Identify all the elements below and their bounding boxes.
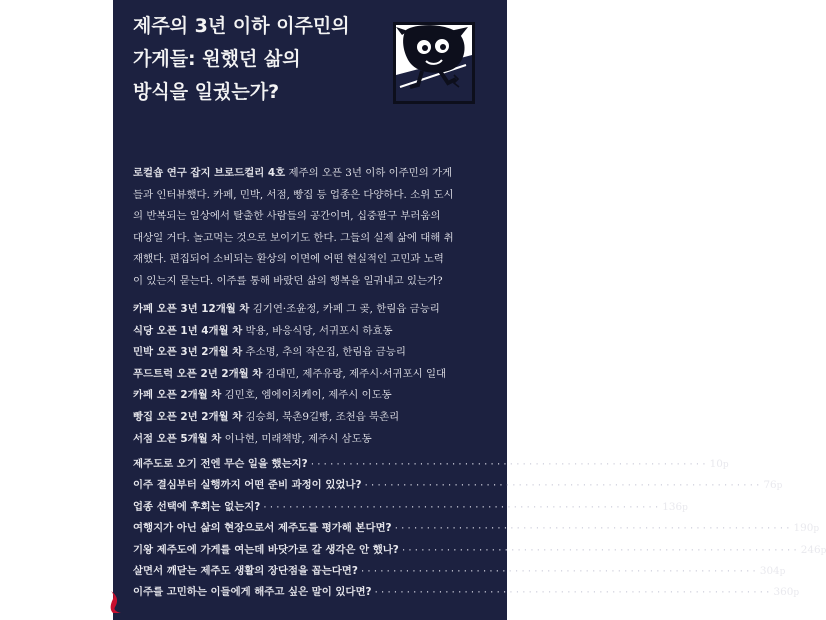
interviewee-names: 박용, 바응식당, 서귀포시 하효동 bbox=[242, 324, 393, 337]
toc-question: 제주도로 오기 전엔 무슨 일을 했는지? bbox=[133, 458, 308, 470]
toc-page-unit: p bbox=[793, 588, 800, 599]
ribbon-icon bbox=[109, 591, 123, 613]
interviewee-row bbox=[133, 321, 495, 343]
cover-title bbox=[133, 10, 433, 109]
toc-leader-dots: ······························································ bbox=[363, 481, 762, 492]
toc-page bbox=[773, 586, 799, 598]
toc-page-number: 76 bbox=[763, 479, 777, 492]
interviewee-row bbox=[133, 342, 495, 364]
book-cover bbox=[113, 0, 826, 620]
interviewee-role: 식당 오픈 1년 4개월 차 bbox=[133, 324, 243, 337]
interviewee-row bbox=[133, 299, 495, 321]
toc-leader-dots: ······························································ bbox=[373, 588, 772, 599]
interviewee-names: 김민호, 엠에이치케이, 제주시 이도동 bbox=[221, 389, 392, 402]
interviewee-role: 카페 오픈 3년 12개월 차 bbox=[133, 303, 250, 315]
toc-entry bbox=[133, 583, 800, 604]
running-character-illustration bbox=[396, 25, 472, 101]
toc-entry bbox=[133, 562, 786, 583]
interviewee-row bbox=[133, 364, 495, 386]
toc-leader-dots: ······························································ bbox=[262, 502, 661, 513]
title-line-1: 제주의 3년 이하 이주민의 bbox=[133, 15, 350, 37]
intro-line-2: 들과 인터뷰했다. 카페, 민박, 서점, 빵집 등 업종은 다양하다. 소위 도시 bbox=[133, 188, 454, 201]
intro-line-1 bbox=[133, 163, 495, 185]
interviewee-names: 이나현, 미래책방, 제주시 삼도동 bbox=[221, 432, 372, 445]
toc-page-unit: p bbox=[779, 566, 786, 577]
toc-page-number: 304 bbox=[759, 564, 780, 577]
intro-line-6: 이 있는지 묻는다. 이주를 통해 바랐던 삶의 행복을 일궈내고 있는가? bbox=[133, 274, 443, 287]
toc-entry bbox=[133, 455, 729, 476]
toc-page-number: 246 bbox=[800, 543, 821, 556]
toc-page bbox=[662, 501, 688, 513]
toc-page-unit: p bbox=[813, 524, 820, 535]
toc-question: 기왕 제주도에 가게를 여는데 바닷가로 갈 생각은 안 했나? bbox=[133, 543, 399, 556]
toc-leader-dots: ······························································ bbox=[359, 566, 758, 577]
toc-page bbox=[763, 479, 782, 491]
interviewee-row bbox=[133, 385, 495, 407]
binding-ribbon-mark bbox=[109, 591, 123, 613]
intro-lead: 로컬숍 연구 잡지 브로드컬리 4호 bbox=[133, 167, 286, 179]
toc-page-number: 136 bbox=[662, 500, 683, 513]
intro-line-3: 의 반복되는 일상에서 탈출한 사람들의 공간이며, 십중팔구 부러움의 bbox=[133, 210, 441, 222]
toc-question: 살면서 깨닫는 제주도 생활의 장단점을 꼽는다면? bbox=[133, 564, 358, 577]
toc-page-unit: p bbox=[722, 460, 729, 470]
toc-question: 업종 선택에 후회는 없는지? bbox=[133, 500, 261, 513]
interviewee-names: 김대민, 제주유랑, 제주시·서귀포시 일대 bbox=[262, 367, 447, 380]
toc-page bbox=[760, 565, 786, 577]
intro-line-4: 대상일 거다. 놀고먹는 것으로 보이기도 한다. 그들의 실제 삶에 대해 취 bbox=[133, 231, 454, 244]
table-of-contents bbox=[133, 455, 826, 605]
toc-question: 이주를 고민하는 이들에게 해주고 싶은 말이 있다면? bbox=[133, 586, 372, 599]
toc-page-number: 190 bbox=[793, 522, 814, 535]
interviewee-role: 민박 오픈 3년 2개월 차 bbox=[133, 346, 243, 359]
toc-leader-dots: ······························································ bbox=[400, 545, 799, 556]
interviewee-role: 푸드트럭 오픈 2년 2개월 차 bbox=[133, 367, 263, 380]
toc-entry bbox=[133, 498, 688, 519]
toc-entry bbox=[133, 541, 826, 562]
toc-page bbox=[710, 458, 729, 470]
interviewee-role: 카페 오픈 2개월 차 bbox=[133, 389, 222, 402]
title-line-3: 방식을 일궜는가? bbox=[133, 81, 280, 103]
toc-page-number: 10 bbox=[709, 458, 723, 470]
interviewee-row bbox=[133, 407, 495, 429]
interviewee-names: 추소명, 추의 작은집, 한림읍 금능리 bbox=[242, 346, 406, 359]
toc-entry bbox=[133, 519, 820, 540]
cover-illustration bbox=[393, 22, 475, 104]
interviewee-role: 빵집 오픈 2년 2개월 차 bbox=[133, 410, 243, 423]
interviewee-list bbox=[133, 299, 495, 450]
intro-line-5: 재했다. 편집되어 소비되는 환상의 이면에 어떤 현실적인 고민과 노력 bbox=[133, 253, 444, 265]
toc-question: 여행지가 아닌 삶의 현장으로서 제주도를 평가해 본다면? bbox=[133, 522, 392, 535]
toc-page-unit: p bbox=[776, 481, 783, 492]
intro-line-1-text: 제주의 오픈 3년 이하 이주민의 가게 bbox=[285, 167, 453, 179]
toc-leader-dots: ······························································ bbox=[393, 524, 792, 535]
toc-question: 이주 결심부터 실행까지 어떤 준비 과정이 있었나? bbox=[133, 479, 362, 492]
interviewee-role: 서점 오픈 5개월 차 bbox=[133, 432, 222, 445]
toc-page-number: 360 bbox=[773, 586, 794, 599]
toc-entry bbox=[133, 476, 783, 497]
interviewee-names: 김기연·조윤정, 카페 그 곶, 한림읍 금능리 bbox=[249, 303, 440, 315]
toc-leader-dots: ······························································ bbox=[309, 460, 708, 470]
toc-page-unit: p bbox=[682, 502, 688, 513]
toc-page bbox=[794, 522, 820, 534]
toc-page-unit: p bbox=[820, 545, 826, 556]
interviewee-row bbox=[133, 429, 495, 451]
title-line-2: 가게들: 원했던 삶의 bbox=[133, 48, 301, 70]
interviewee-names: 김승희, 북촌9길빵, 조천읍 북촌리 bbox=[242, 410, 400, 423]
toc-page bbox=[801, 544, 826, 556]
intro-paragraph bbox=[133, 163, 495, 292]
